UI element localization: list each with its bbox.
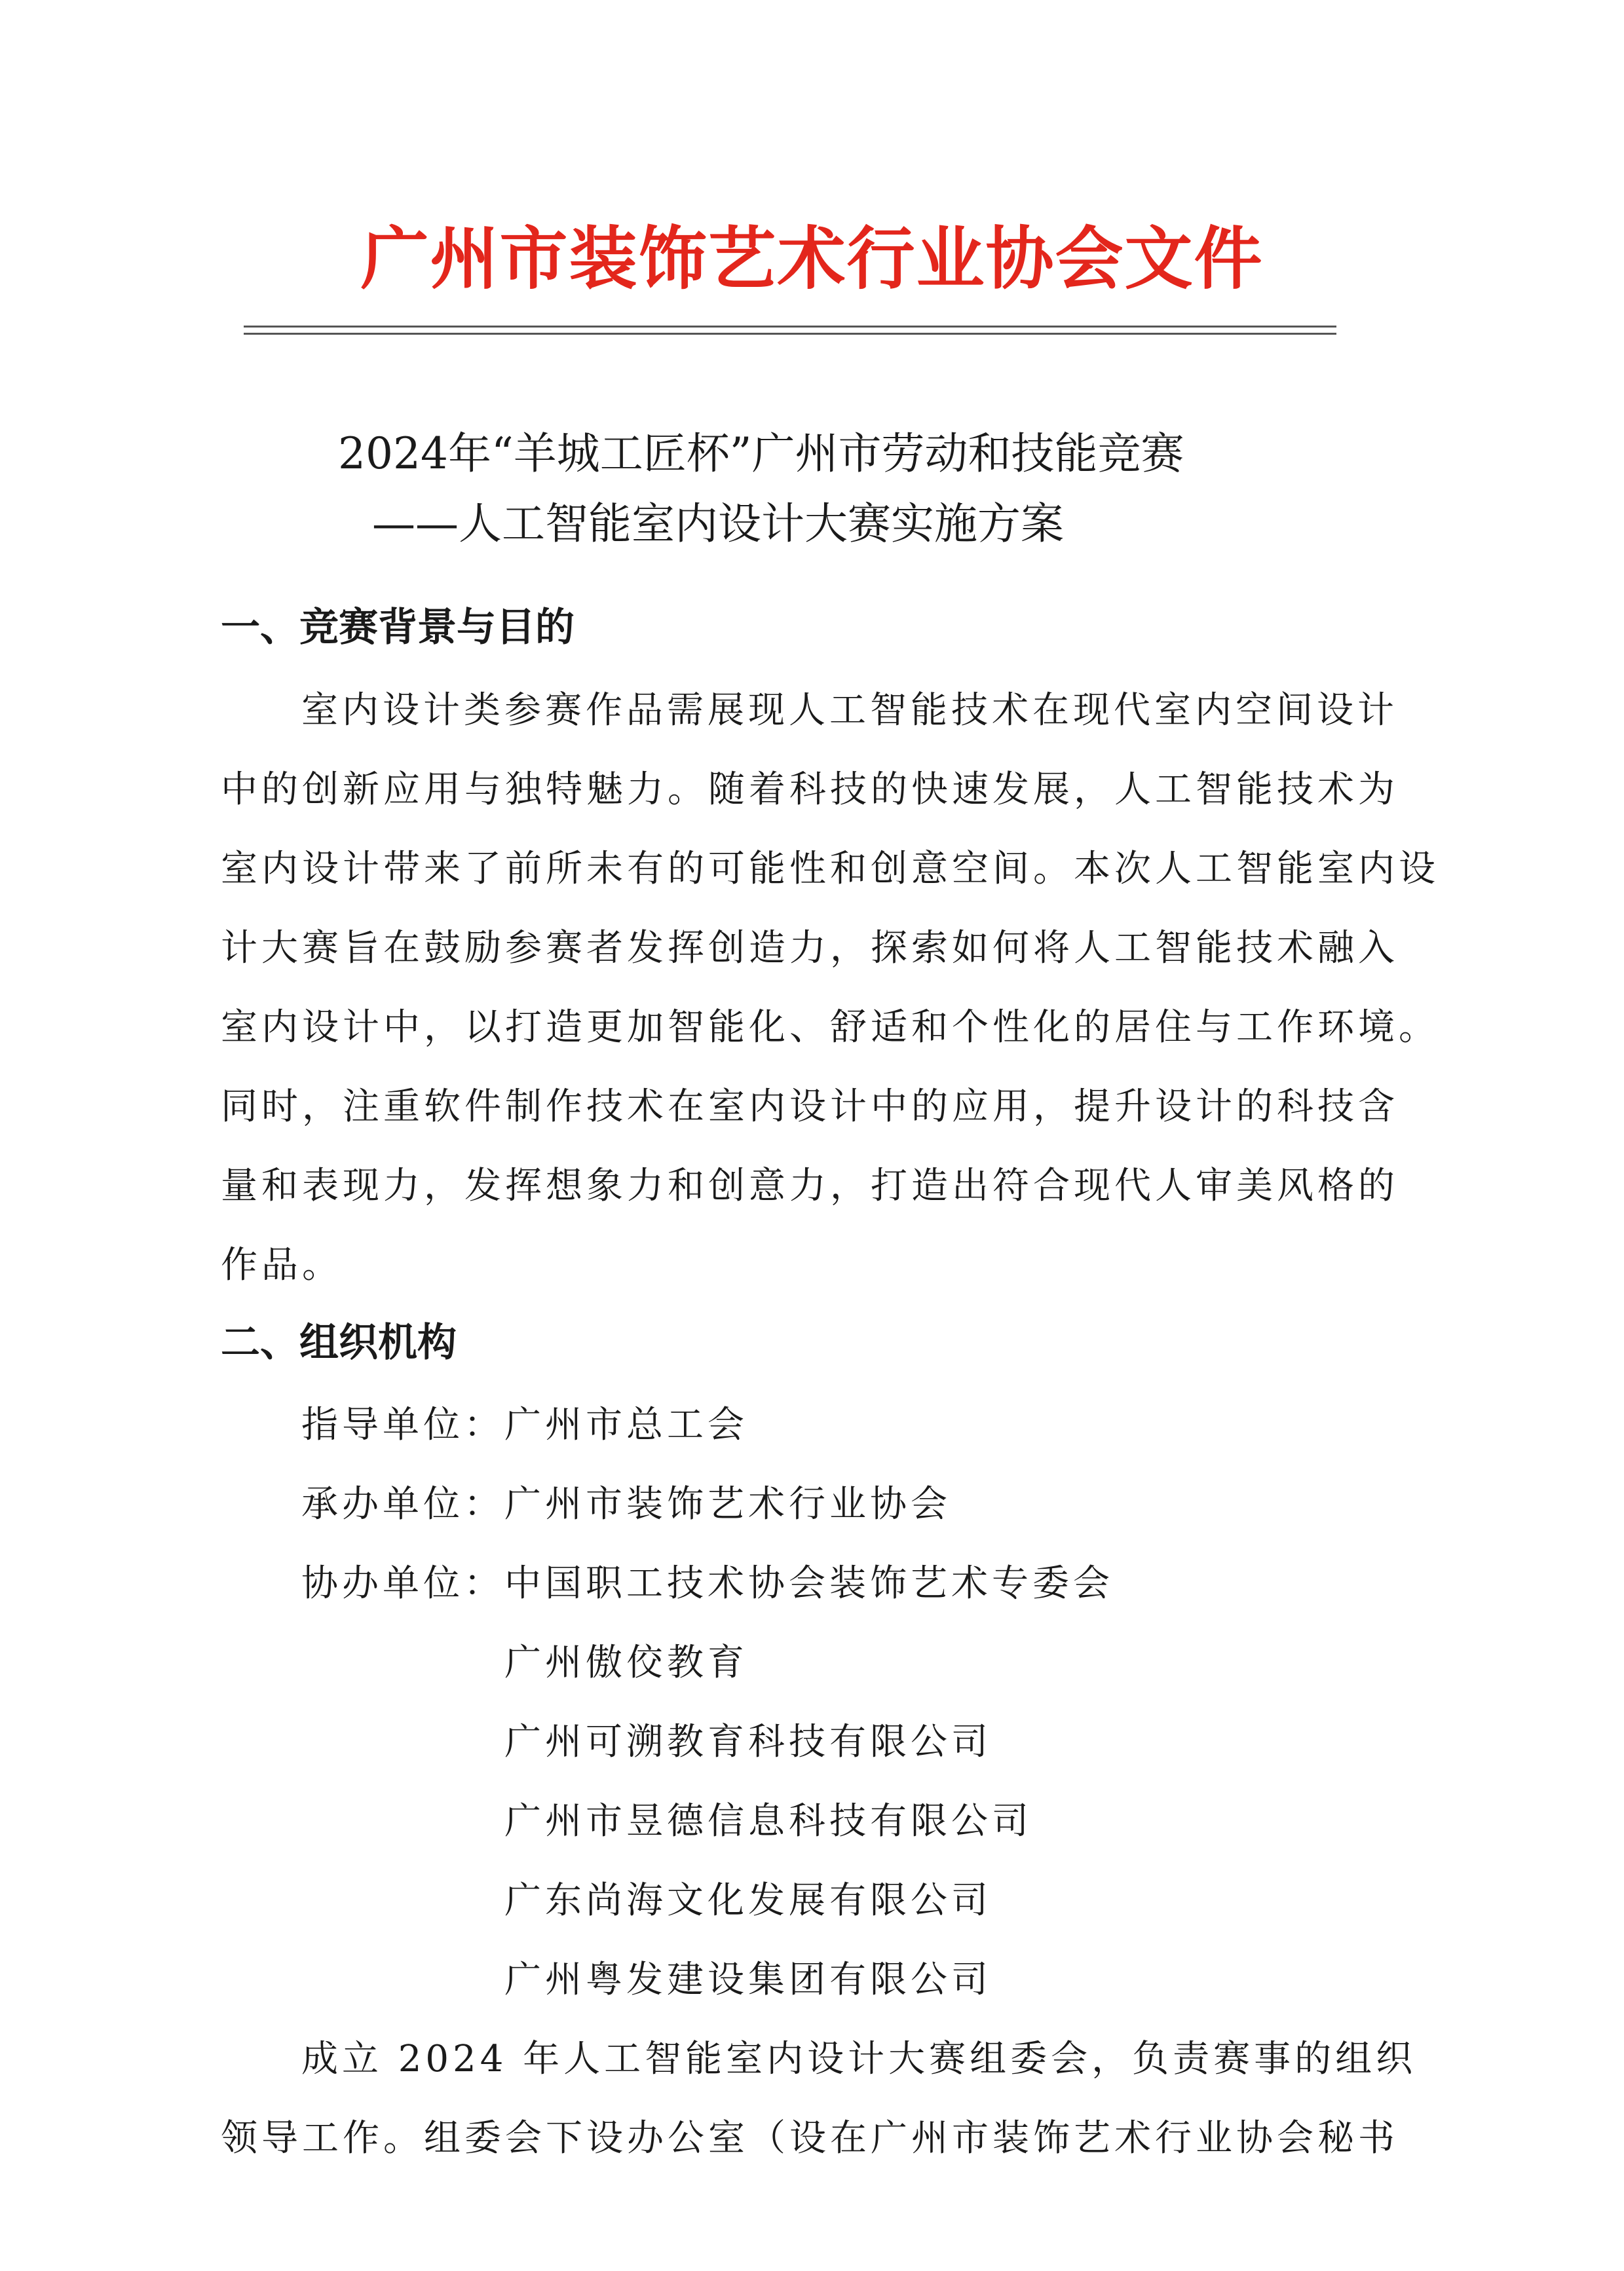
paragraph-line: 量和表现力，发挥想象力和创意力，打造出符合现代人审美风格的 <box>221 1165 1399 1207</box>
paragraph-line: 计大赛旨在鼓励参赛者发挥创造力，探索如何将人工智能技术融入 <box>221 927 1399 969</box>
guiding-unit-line: 指导单位：广州市总工会 <box>301 1404 748 1446</box>
co-organizer-item: 广州可溯教育科技有限公司 <box>504 1721 992 1763</box>
co-organizer-item: 广东尚海文化发展有限公司 <box>504 1879 992 1922</box>
section-heading-organization: 二、组织机构 <box>221 1320 457 1366</box>
paragraph-line: 作品。 <box>221 1244 343 1286</box>
co-organizer-item: 广州傲佼教育 <box>504 1642 748 1684</box>
co-organizer-item: 广州市昱德信息科技有限公司 <box>504 1800 1032 1843</box>
paragraph-line: 领导工作。组委会下设办公室（设在广州市装饰艺术行业协会秘书 <box>221 2117 1399 2160</box>
co-organizer-item: 广州粤发建设集团有限公司 <box>504 1959 992 2001</box>
host-unit-line: 承办单位：广州市装饰艺术行业协会 <box>301 1483 951 1526</box>
paragraph-line: 同时，注重软件制作技术在室内设计中的应用，提升设计的科技含 <box>221 1085 1399 1128</box>
header-divider-top <box>244 326 1336 328</box>
paragraph-line: 室内设计带来了前所未有的可能性和创意空间。本次人工智能室内设 <box>221 848 1439 890</box>
paragraph-line: 中的创新应用与独特魅力。随着科技的快速发展，人工智能技术为 <box>221 768 1399 811</box>
document-title-line-2: ——人工智能室内设计大赛实施方案 <box>372 498 1064 549</box>
paragraph-line: 室内设计中，以打造更加智能化、舒适和个性化的居住与工作环境。 <box>221 1006 1439 1049</box>
paragraph-line: 室内设计类参赛作品需展现人工智能技术在现代室内空间设计 <box>301 689 1398 732</box>
paragraph-line: 成立 2024 年人工智能室内设计大赛组委会，负责赛事的组织 <box>301 2038 1417 2080</box>
section-heading-background: 一、竞赛背景与目的 <box>221 605 575 650</box>
document-title-line-1: 2024年“羊城工匠杯”广州市劳动和技能竞赛 <box>338 428 1184 479</box>
header-divider-bottom <box>244 333 1336 335</box>
co-organizer-line: 协办单位：中国职工技术协会装饰艺术专委会 <box>301 1562 1114 1605</box>
issuer-header: 广州市装饰艺术行业协会文件 <box>360 219 1264 299</box>
